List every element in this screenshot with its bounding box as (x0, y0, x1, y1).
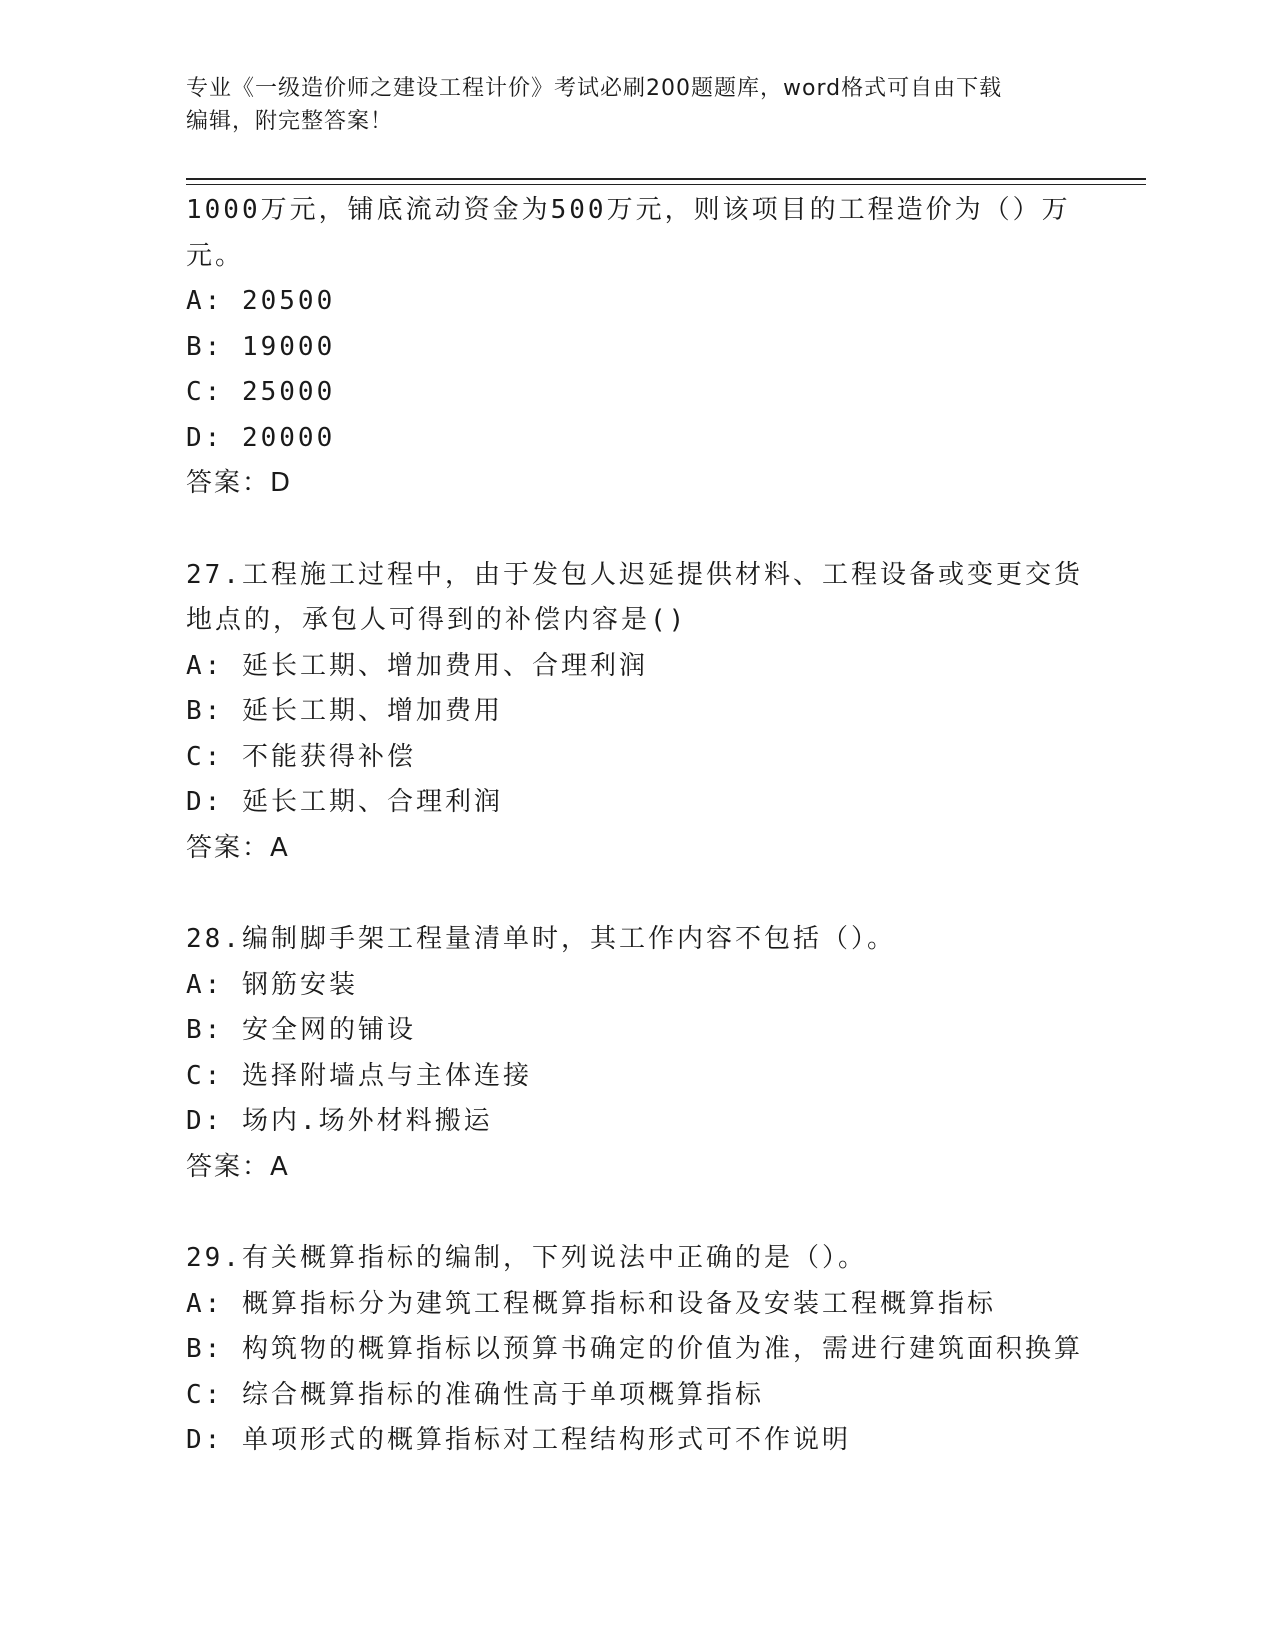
option-d: D: 20000 (186, 422, 336, 453)
option-a: A: 延长工期、增加费用、合理利润 (186, 650, 648, 681)
question-content (186, 188, 1086, 1464)
question-stem: 元。 (186, 240, 245, 271)
header-title-line-1: 专业《一级造价师之建设工程计价》考试必刷200题题库，word格式可自由下载 (186, 76, 1003, 101)
option-b: B: 19000 (186, 331, 336, 362)
option-b: B: 安全网的铺设 (186, 1015, 416, 1045)
option-d: D: 延长工期、合理利润 (186, 787, 503, 817)
option-a: A: 钢筋安装 (186, 969, 358, 1000)
question-29 (186, 1236, 1086, 1464)
option-c: C: 25000 (186, 377, 336, 407)
question-stem: 地点的，承包人可得到的补偿内容是() (186, 605, 688, 635)
header-title-line-2: 编辑，附完整答案！ (186, 109, 394, 134)
option-b: B: 延长工期、增加费用 (186, 696, 503, 726)
option-c: C: 选择附墙点与主体连接 (186, 1060, 532, 1091)
question-stem: 27.工程施工过程中，由于发包人迟延提供材料、工程设备或变更交货 (186, 559, 1083, 590)
option-c: C: 不能获得补偿 (186, 741, 416, 772)
header-divider-thin (186, 184, 1146, 185)
option-a: A: 概算指标分为建筑工程概算指标和设备及安装工程概算指标 (186, 1288, 996, 1319)
question-26 (186, 188, 1086, 507)
option-d: D: 单项形式的概算指标对工程结构形式可不作说明 (186, 1425, 851, 1455)
option-d: D: 场内.场外材料搬运 (186, 1106, 493, 1136)
question-27 (186, 553, 1086, 872)
spacer (186, 871, 1086, 917)
question-stem: 28.编制脚手架工程量清单时，其工作内容不包括（）。 (186, 924, 896, 954)
answer-line: 答案：A (186, 1151, 290, 1182)
spacer (186, 1190, 1086, 1236)
question-28 (186, 917, 1086, 1190)
question-stem: 29.有关概算指标的编制，下列说法中正确的是（）。 (186, 1243, 867, 1273)
answer-line: 答案：D (186, 468, 293, 498)
page-header (186, 72, 1066, 138)
question-stem: 1000万元，铺底流动资金为500万元，则该项目的工程造价为（）万 (186, 195, 1071, 225)
spacer (186, 507, 1086, 553)
answer-line: 答案：A (186, 832, 290, 863)
header-divider-thick (186, 178, 1146, 180)
option-a: A: 20500 (186, 286, 336, 316)
option-b: B: 构筑物的概算指标以预算书确定的价值为准，需进行建筑面积换算 (186, 1334, 1083, 1364)
option-c: C: 综合概算指标的准确性高于单项概算指标 (186, 1379, 764, 1410)
